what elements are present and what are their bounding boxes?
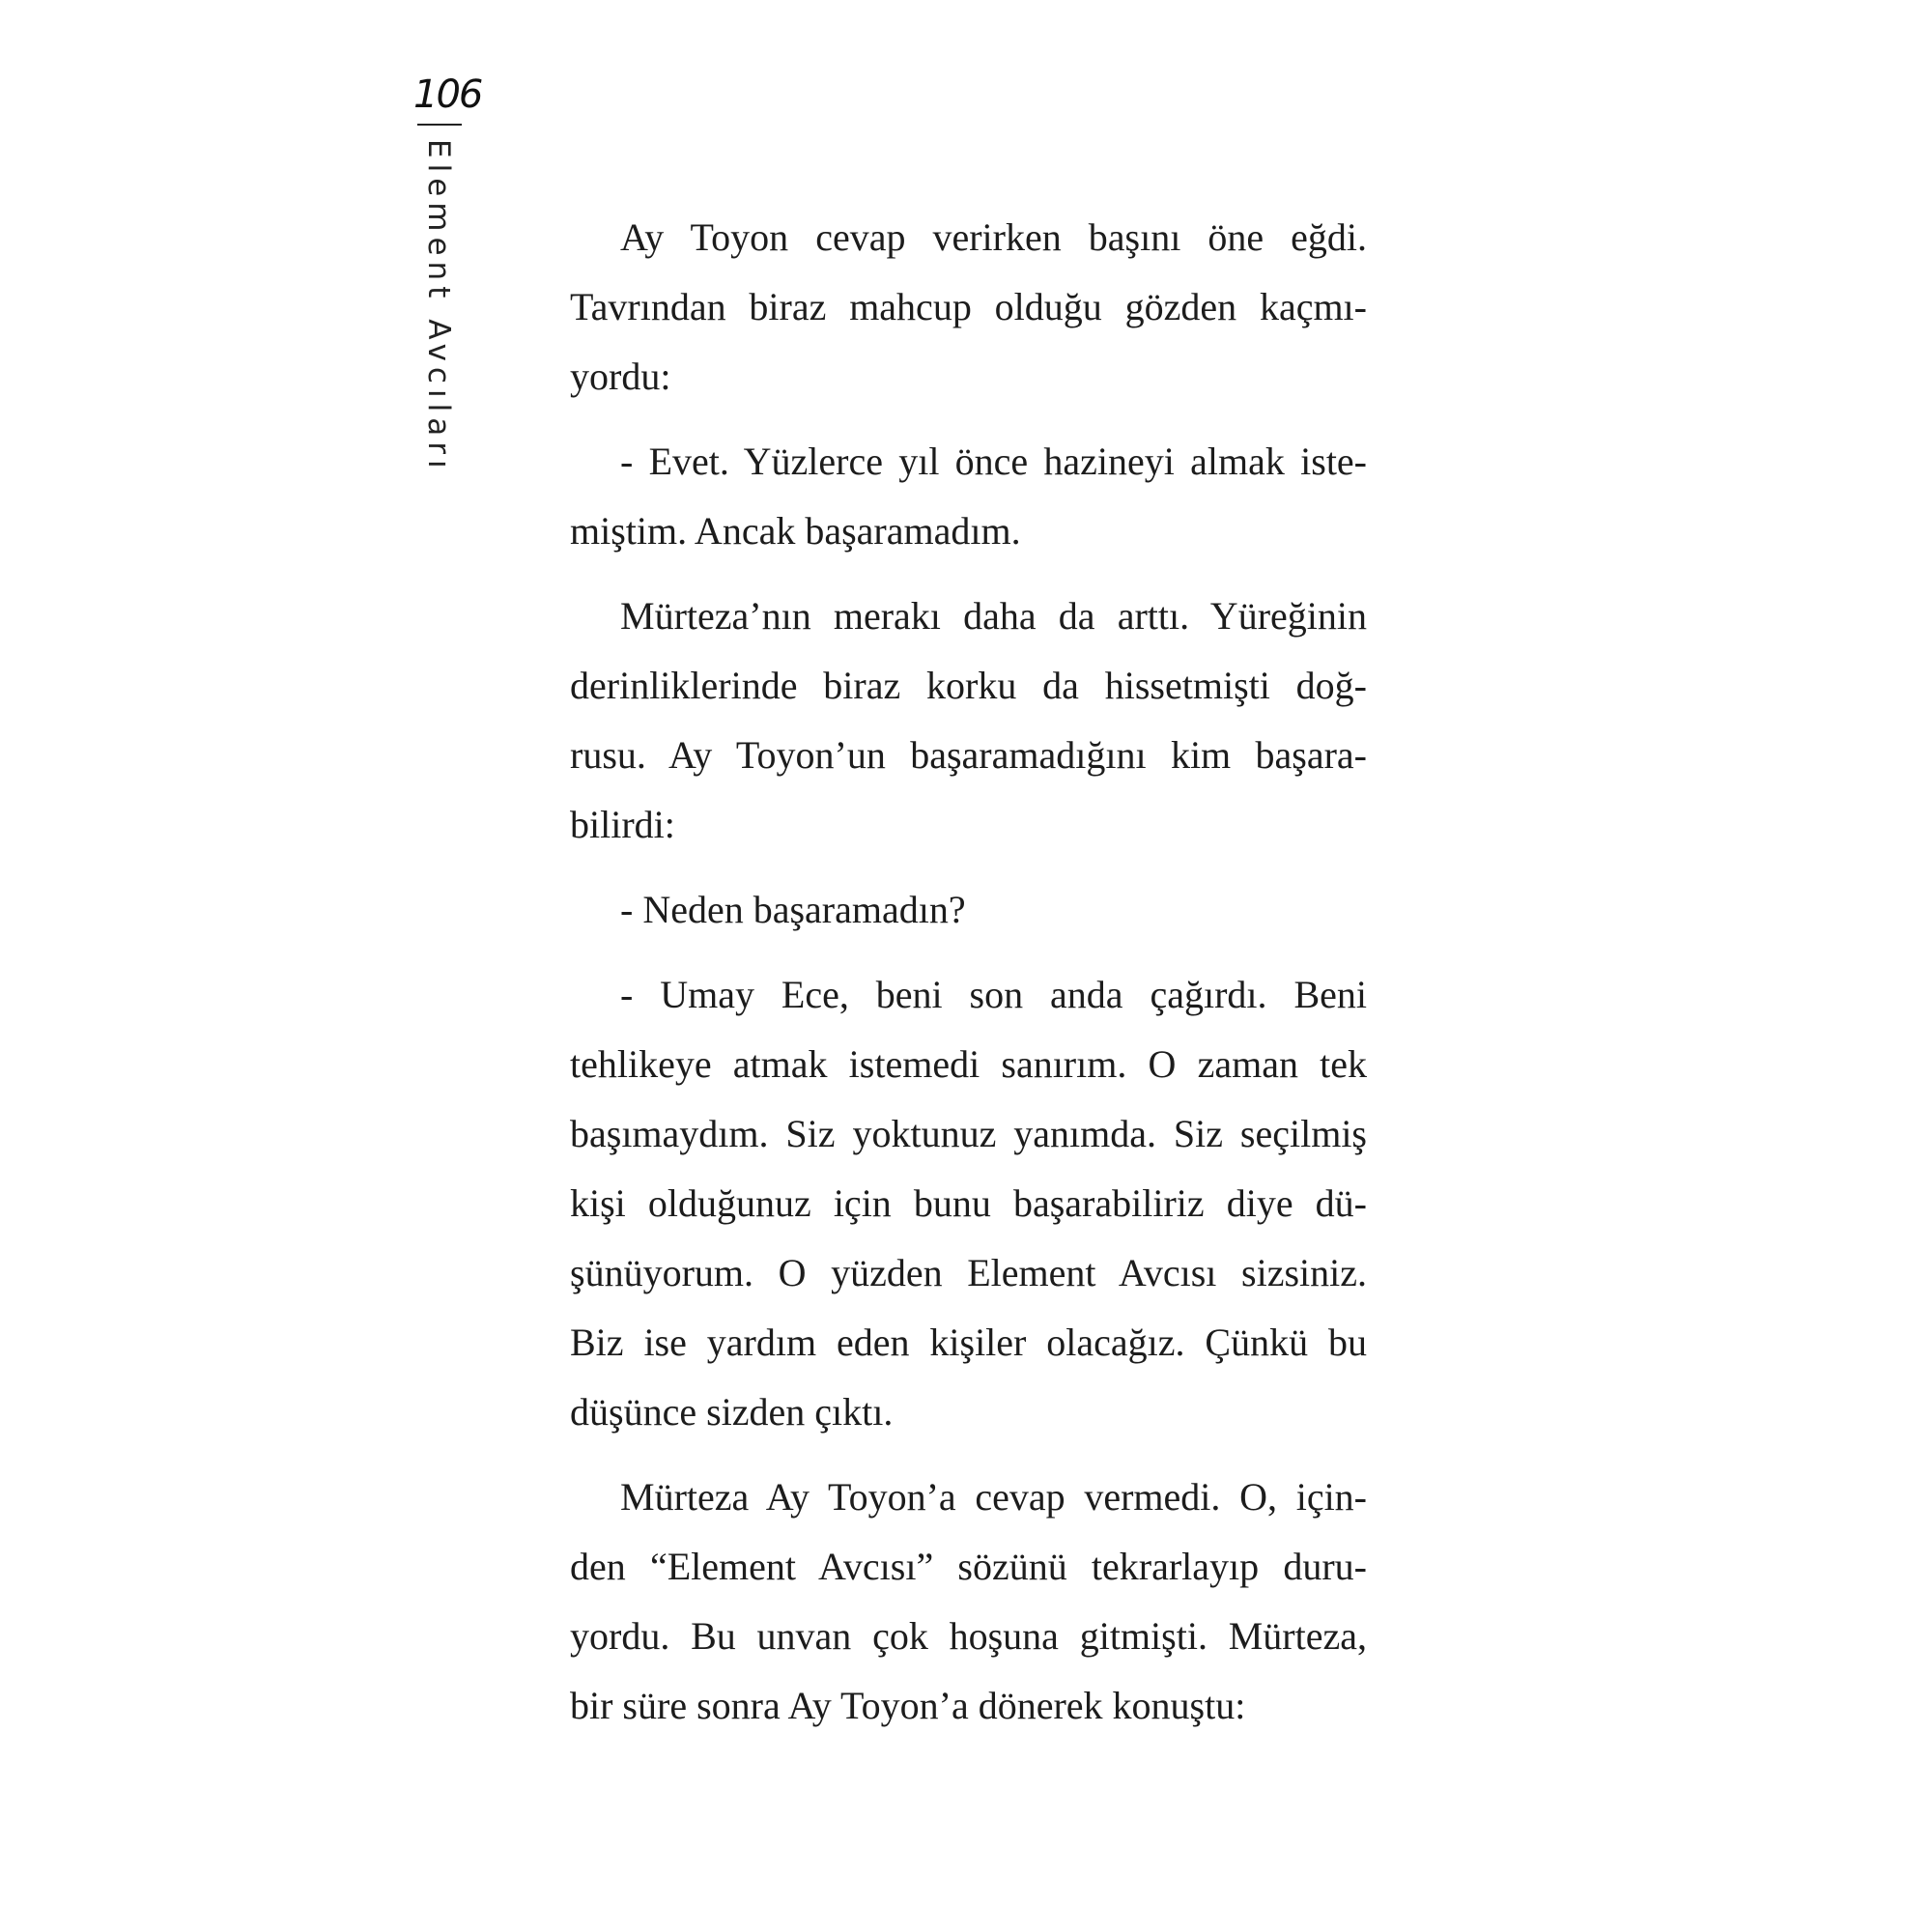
page-number: 106 <box>413 72 482 117</box>
text-line: den “Element Avcısı” sözünü tekrarlayıp duru- <box>570 1545 1367 1588</box>
text-line: rusu. Ay Toyon’un başaramadığını kim başara- <box>570 733 1367 777</box>
text-line: Biz ise yardım eden kişiler olacağız. Çünkü bu <box>570 1321 1367 1364</box>
text-line: bir süre sonra Ay Toyon’a dönerek konuştu: <box>570 1684 1246 1727</box>
running-title: Element Avcıları <box>421 139 456 474</box>
text-line: - Neden başaramadın? <box>620 888 966 931</box>
margin-rule <box>417 124 462 126</box>
paragraph <box>570 1463 1367 1741</box>
text-line: - Umay Ece, beni son anda çağırdı. Beni <box>620 973 1367 1016</box>
text-line: Mürteza’nın merakı daha da arttı. Yüreğinin <box>620 594 1367 638</box>
text-line: yordu: <box>570 355 671 398</box>
text-line: kişi olduğunuz için bunu başarabiliriz diye dü- <box>570 1181 1367 1225</box>
paragraph <box>570 203 1367 412</box>
paragraph <box>570 582 1367 860</box>
text-line: - Evet. Yüzlerce yıl önce hazineyi almak iste- <box>620 440 1367 483</box>
text-line: Ay Toyon cevap verirken başını öne eğdi. <box>620 215 1367 259</box>
paragraph <box>570 960 1367 1447</box>
text-line: düşünce sizden çıktı. <box>570 1390 894 1434</box>
text-line: tehlikeye atmak istemedi sanırım. O zaman tek <box>570 1042 1367 1086</box>
text-line: bilirdi: <box>570 803 675 846</box>
text-line: Tavrından biraz mahcup olduğu gözden kaçmı- <box>570 285 1367 328</box>
text-line: miştim. Ancak başaramadım. <box>570 509 1021 553</box>
paragraph <box>570 427 1367 566</box>
body-text <box>570 203 1367 1756</box>
paragraph <box>570 875 1367 945</box>
text-line: şünüyorum. O yüzden Element Avcısı sizsiniz. <box>570 1251 1367 1294</box>
text-line: derinliklerinde biraz korku da hissetmişti doğ- <box>570 664 1367 707</box>
text-line: başımaydım. Siz yoktunuz yanımda. Siz seçilmiş <box>570 1112 1367 1155</box>
text-line: Mürteza Ay Toyon’a cevap vermedi. O, için- <box>620 1475 1367 1519</box>
text-line: yordu. Bu unvan çok hoşuna gitmişti. Mürteza, <box>570 1614 1367 1658</box>
